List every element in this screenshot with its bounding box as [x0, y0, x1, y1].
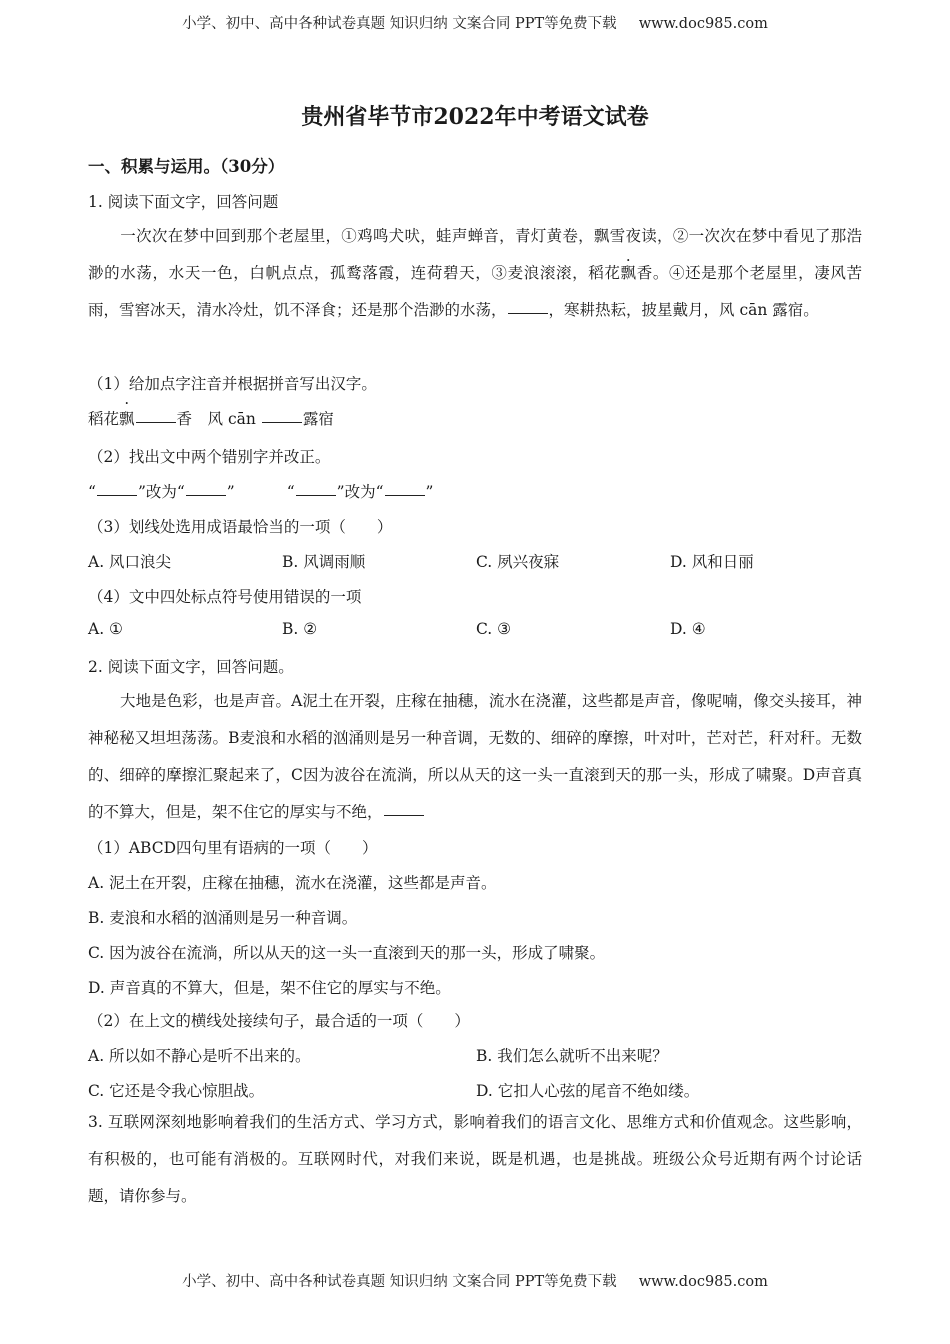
- q1-sub3: （3）划线处选用成语最恰当的一项（ ）: [88, 518, 393, 536]
- page-header: [0, 12, 950, 33]
- q1-sub2-answer-line: [88, 480, 433, 502]
- answer-blank: [385, 494, 425, 496]
- q1-stem: 1. 阅读下面文字，回答问题: [88, 193, 279, 211]
- answer-blank: [296, 494, 336, 496]
- quote-close: ”: [226, 483, 235, 501]
- q2-sub1-option-a[interactable]: A. 泥土在开裂，庄稼在抽穗，流水在浇灌，这些都是声音。: [88, 874, 497, 892]
- answer-blank: [186, 494, 226, 496]
- q1-sub1-a: 稻花: [88, 410, 120, 428]
- q1-sub3-option-a[interactable]: A. 风口浪尖: [88, 553, 172, 571]
- answer-blank: [136, 421, 176, 423]
- q1-sub1-b: 香 风 cān: [176, 410, 256, 428]
- footer-text: 小学、初中、高中各种试卷真题 知识归纳 文案合同 PPT等免费下载: [182, 1274, 617, 1290]
- fill-blank: [508, 312, 548, 314]
- q3-text: 3. 互联网深刻地影响着我们的生活方式、学习方式，影响着我们的语言文化、思维方式和价值观念。这些影响，有积极的，也可能有消极的。互联网时代，对我们来说，既是机遇，也是挑战。班级公众号近期有两个讨论话题，请你参与。: [88, 1113, 862, 1205]
- header-text: 小学、初中、高中各种试卷真题 知识归纳 文案合同 PPT等免费下载: [182, 16, 617, 32]
- quote-open: “: [88, 483, 96, 501]
- q1-passage: [88, 218, 862, 329]
- q1-sub4: （4）文中四处标点符号使用错误的一项: [88, 588, 362, 606]
- exam-title: 贵州省毕节市2022年中考语文试卷: [301, 104, 649, 130]
- q1-sub3-option-c[interactable]: C. 夙兴夜寐: [476, 553, 560, 571]
- q2-sub1-option-d[interactable]: D. 声音真的不算大，但是，架不住它的厚实与不绝。: [88, 979, 451, 997]
- answer-blank: [262, 421, 302, 423]
- q1-sub3-option-d[interactable]: D. 风和日丽: [670, 553, 754, 571]
- q2-sub2: （2）在上文的横线处接续句子，最合适的一项（ ）: [88, 1012, 470, 1030]
- q2-sub2-option-c[interactable]: C. 它还是令我心惊胆战。: [88, 1082, 265, 1100]
- q2-sub1-option-b[interactable]: B. 麦浪和水稻的汹涌则是另一种音调。: [88, 909, 358, 927]
- q1-sub4-option-a[interactable]: A. ①: [88, 620, 123, 638]
- q2-sub2-option-d[interactable]: D. 它扣人心弦的尾音不绝如缕。: [476, 1082, 700, 1100]
- q2-passage: [88, 683, 862, 831]
- section-heading: 一、积累与运用。（30分）: [88, 157, 285, 176]
- footer-url[interactable]: www.doc985.com: [638, 1274, 768, 1290]
- quote-open: “: [286, 483, 295, 501]
- answer-blank: [97, 494, 137, 496]
- q1-sub4-option-d[interactable]: D. ④: [670, 620, 706, 638]
- q2-sub1-option-c[interactable]: C. 因为波谷在流淌，所以从天的这一头一直滚到天的那一头，形成了啸聚。: [88, 944, 606, 962]
- quote-close: ”: [425, 483, 434, 501]
- q1-sub4-option-b[interactable]: B. ②: [282, 620, 318, 638]
- q1-sub2: （2）找出文中两个错别字并改正。: [88, 448, 331, 466]
- q1-passage-b: 香。④还是那个老屋里，凄风苦雨，雪窖冰天，清水冷灶，饥不泽食；还是那个浩渺的水荡，: [88, 264, 862, 319]
- q1-sub1-c: 露宿: [302, 410, 334, 428]
- q1-sub3-option-b[interactable]: B. 风调雨顺: [282, 553, 366, 571]
- q1-sub1: （1）给加点字注音并根据拼音写出汉字。: [88, 375, 377, 393]
- q2-stem: 2. 阅读下面文字，回答问题。: [88, 658, 294, 676]
- fill-blank: [384, 814, 424, 816]
- dotted-char: 飘: [620, 264, 637, 282]
- q2-sub2-option-a[interactable]: A. 所以如不静心是听不出来的。: [88, 1047, 311, 1065]
- q2-sub2-option-b[interactable]: B. 我们怎么就听不出来呢？: [476, 1047, 668, 1065]
- q1-passage-c: ，寒耕热耘，披星戴月，风 cān 露宿。: [548, 301, 819, 319]
- changed-to: ”改为“: [137, 483, 185, 501]
- dotted-char-2: 飘: [119, 410, 135, 428]
- q1-passage-a: 一次次在梦中回到那个老屋里，①鸡鸣犬吠，蛙声蝉音，青灯黄卷，飘雪夜读，②一次次在梦中看见了那浩渺的水荡，水天一色，白帆点点，孤鹜落霞，连荷碧天，③麦浪滚滚，稻花: [88, 227, 862, 282]
- changed-to: ”改为“: [336, 483, 384, 501]
- header-url[interactable]: www.doc985.com: [638, 16, 768, 32]
- q1-sub1-answer-line: [88, 407, 334, 429]
- q2-passage-text: 大地是色彩，也是声音。A泥土在开裂，庄稼在抽穗，流水在浇灌，这些都是声音，像呢喃，像交头接耳，神神秘秘又坦坦荡荡。B麦浪和水稻的汹涌则是另一种音调，无数的、细碎的摩擦，叶对叶，芒对芒，秆对秆。无数的、细碎的摩擦汇聚起来了，C因为波谷在流淌，所以从天的这一头一直滚到天的那一头，形成了啸聚。D声音真的不算大，但是，架不住它的厚实与不绝，: [88, 692, 862, 821]
- page-footer: [0, 1270, 950, 1291]
- q1-sub4-option-c[interactable]: C. ③: [476, 620, 512, 638]
- q2-sub1: （1）ABCD四句里有语病的一项（ ）: [88, 839, 378, 857]
